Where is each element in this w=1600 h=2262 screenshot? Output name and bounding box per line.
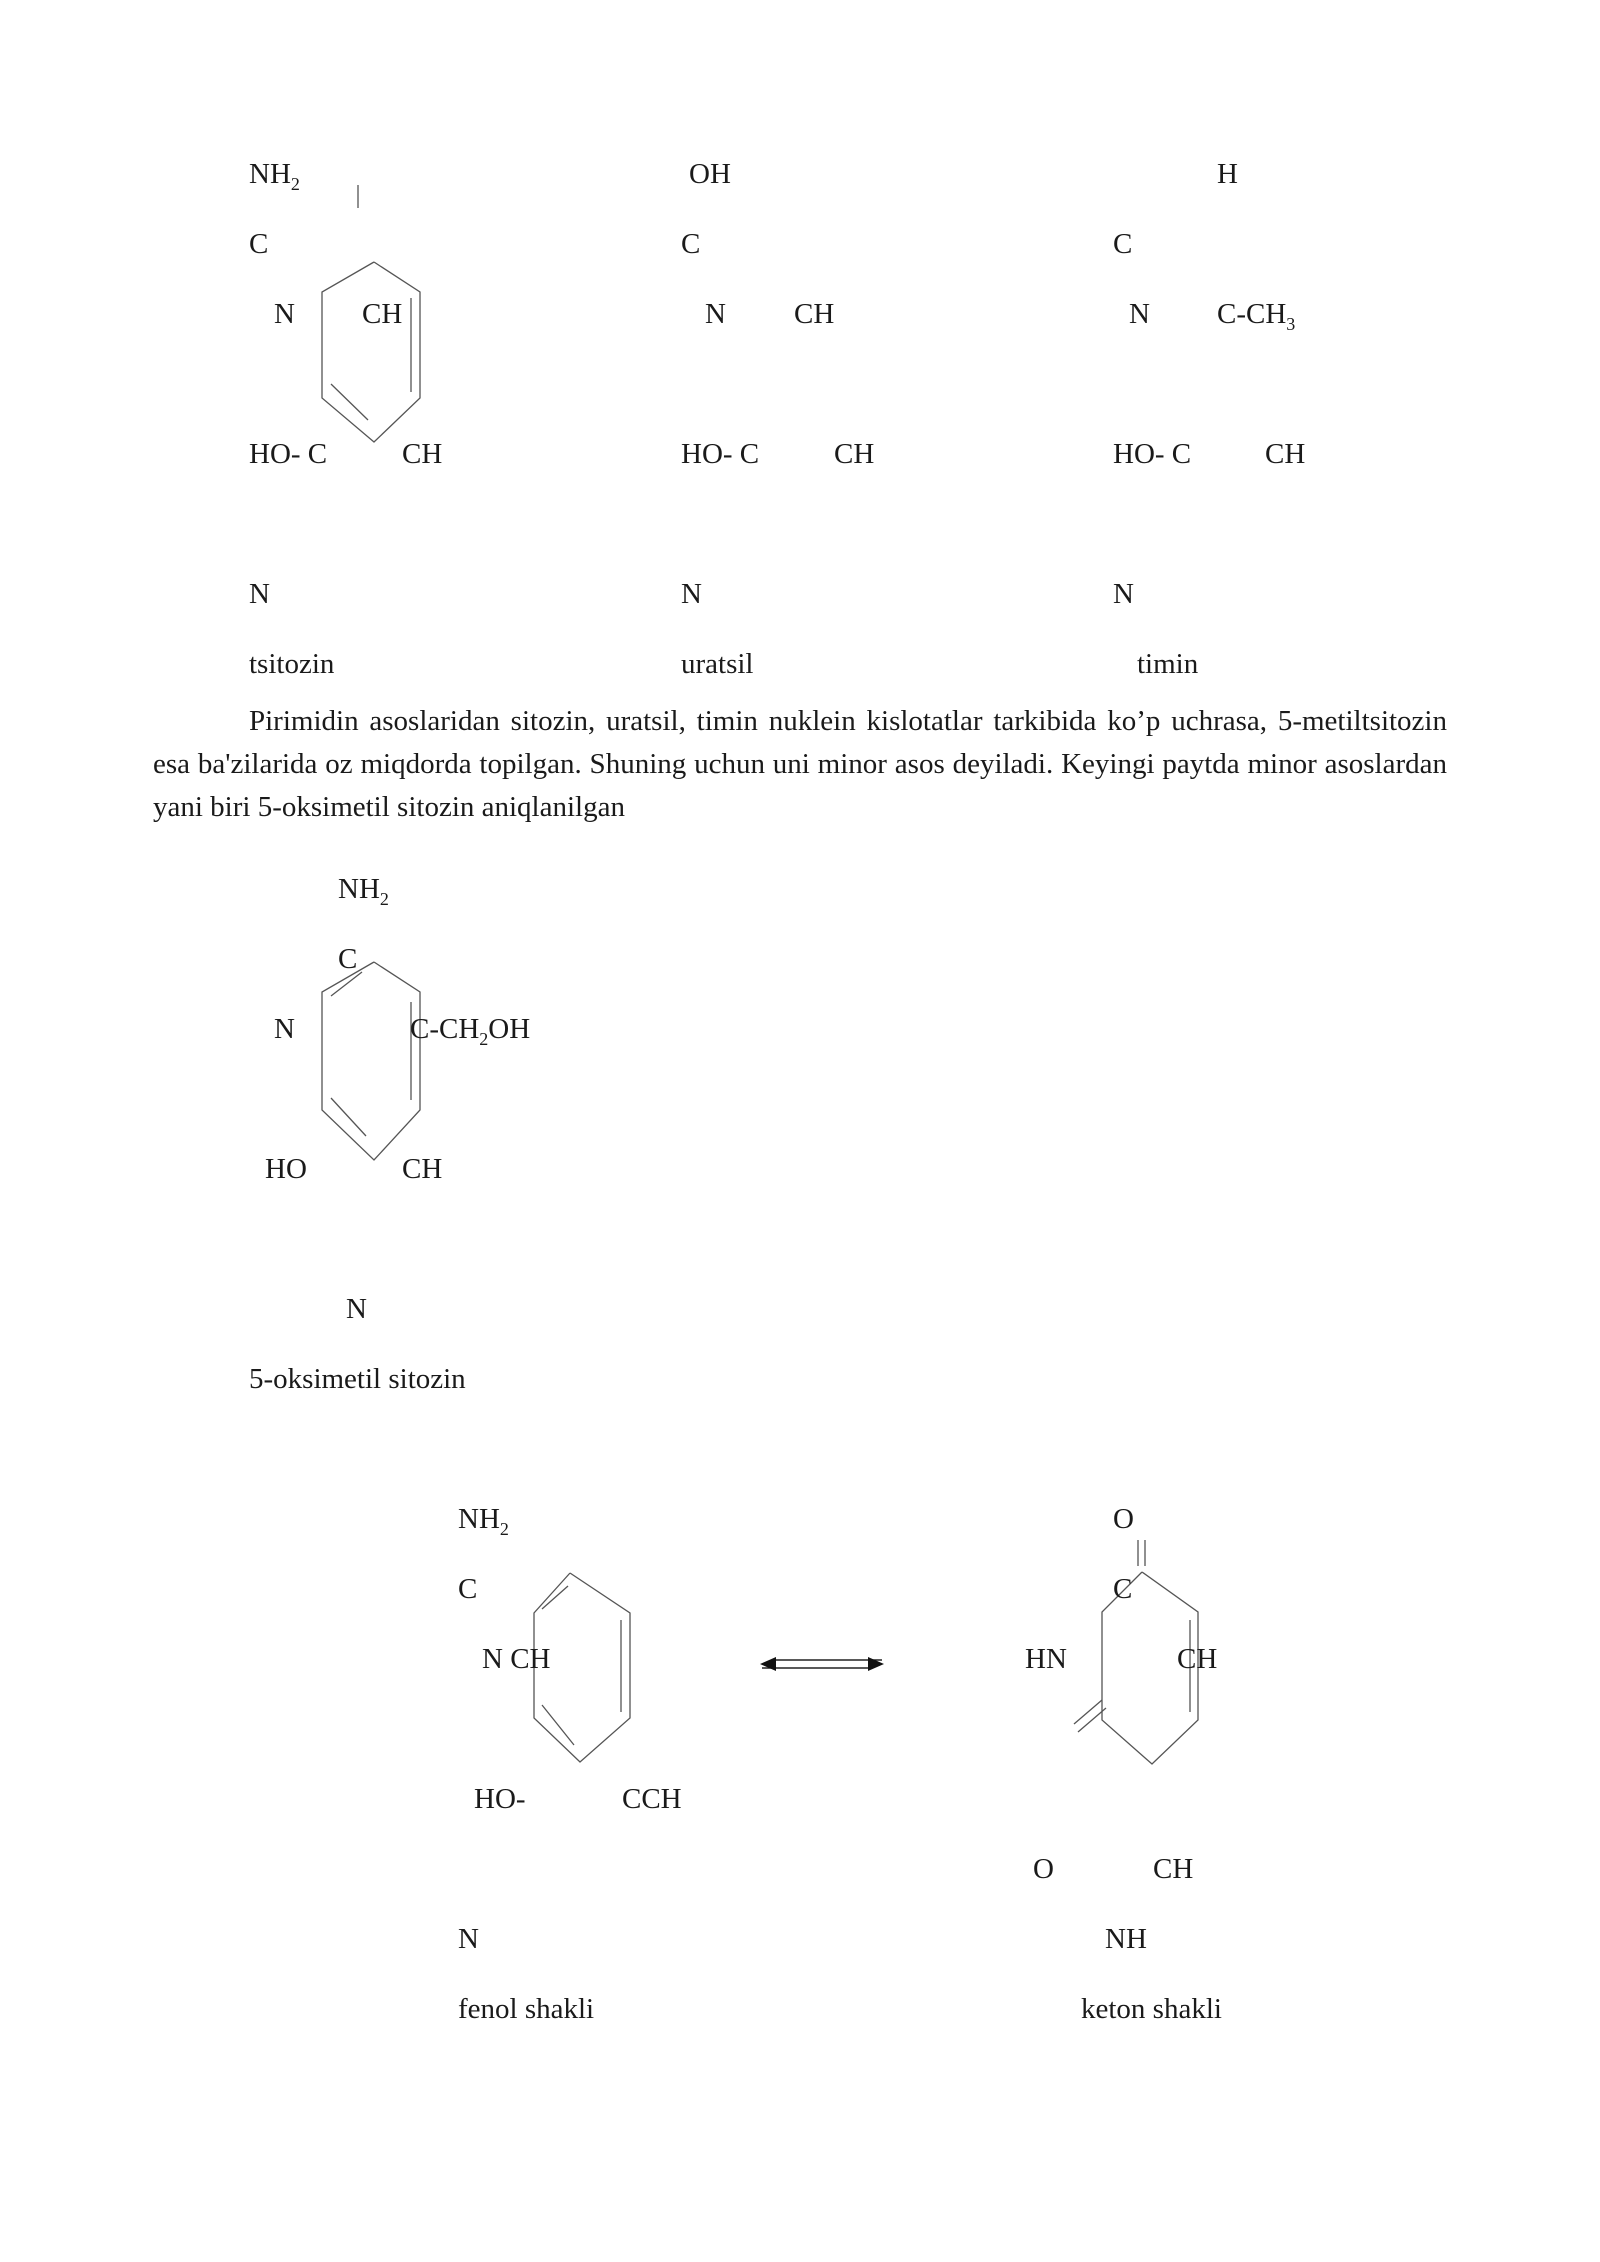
equilibrium-arrow-icon (758, 1652, 886, 1676)
fenol-n-ch: N CH (482, 1643, 551, 1675)
uratsil-ch-right: CH (794, 298, 835, 330)
timin-n: N (1129, 298, 1150, 330)
oksimetil-ch-bottom: CH (402, 1153, 443, 1185)
keton-ch-right: CH (1177, 1643, 1218, 1675)
oksimetil-group: $NH_2$ (338, 873, 389, 909)
fenol-ho: HO- (474, 1783, 526, 1815)
oksimetil-label: 5-oksimetil sitozin (249, 1363, 466, 1395)
keton-label: keton shakli (1081, 1993, 1222, 2025)
double-bond-line (331, 384, 368, 420)
keton-o-left: O (1033, 1853, 1054, 1885)
tsitozin-n-bottom: N (249, 578, 270, 610)
double-bond-line (1074, 1700, 1102, 1724)
timin-label: timin (1137, 648, 1199, 680)
uratsil-c-top: C (681, 228, 701, 260)
fenol-group: $NH_2$ (458, 1503, 509, 1539)
uratsil-n: N (705, 298, 726, 330)
body-paragraph: Pirimidin asoslaridan sitozin, uratsil, timin nuklein kislotatlar tarkibida ko’p uchrasa, 5-metiltsitozin esa ba'zilarida oz miqdorda topilgan. Shuning uchun uni minor asos deyiladi. Keyingi paytda minor asoslardan yani biri 5-oksimetil sitozin aniqlanilgan (153, 705, 1447, 823)
oksimetil-c-top: C (338, 943, 358, 975)
keton-hn: HN (1025, 1643, 1067, 1675)
tsitozin-ho-c: HO- C (249, 438, 328, 470)
oksimetil-n-bottom: N (346, 1293, 367, 1325)
uratsil-n-bottom: N (681, 578, 702, 610)
double-bond-line (542, 1705, 574, 1745)
fenol-c-top: C (458, 1573, 478, 1605)
oksimetil-side-chain: $C-CH_2OH$ (410, 1013, 531, 1049)
tsitozin-c-top: C (249, 228, 269, 260)
tsitozin-group: $NH_2$ (249, 158, 300, 194)
timin-c-top: C (1113, 228, 1133, 260)
uratsil-ch-bottom: CH (834, 438, 875, 470)
timin-c-ch3: $C-CH_3$ (1217, 298, 1296, 334)
keton-o-top: O (1113, 1503, 1134, 1535)
tsitozin-ch-right: CH (362, 298, 403, 330)
timin-ch-bottom: CH (1265, 438, 1306, 470)
hexagon-ring (322, 262, 420, 442)
tsitozin-label: tsitozin (249, 648, 335, 680)
keton-nh: NH (1105, 1923, 1147, 1955)
timin-n-bottom: N (1113, 578, 1134, 610)
oksimetil-ho: HO (265, 1153, 307, 1185)
uratsil-ho-c: HO- C (681, 438, 760, 470)
fenol-label: fenol shakli (458, 1993, 595, 2025)
timin-group: H (1217, 158, 1238, 190)
tsitozin-ch-bottom: CH (402, 438, 443, 470)
fenol-cch: CCH (622, 1783, 682, 1815)
uratsil-group: OH (689, 158, 731, 190)
double-bond-line (331, 1098, 366, 1136)
oksimetil-n: N (274, 1013, 295, 1045)
keton-ch-bottom: CH (1153, 1853, 1194, 1885)
fenol-n-bottom: N (458, 1923, 479, 1955)
uratsil-label: uratsil (681, 648, 754, 680)
tsitozin-n: N (274, 298, 295, 330)
timin-ho-c: HO- C (1113, 438, 1192, 470)
keton-c-top: C (1113, 1573, 1133, 1605)
